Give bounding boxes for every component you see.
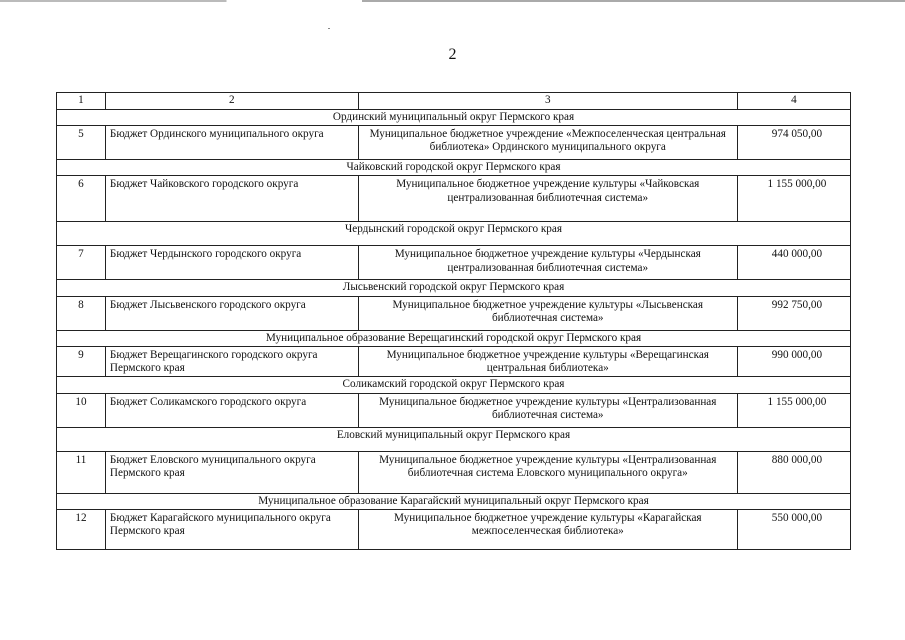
row-number: 8 xyxy=(57,296,106,330)
section-title: Лысьвенский городской округ Пермского края xyxy=(57,280,851,296)
table-row xyxy=(57,509,851,549)
header-cell: 2 xyxy=(105,93,358,110)
section-row xyxy=(57,427,851,451)
section-title: Еловский муниципальный округ Пермского края xyxy=(57,427,851,451)
section-title: Муниципальное образование Верещагинский городской округ Пермского края xyxy=(57,330,851,346)
budget-name: Бюджет Чайковского городского округа xyxy=(105,176,358,222)
amount: 550 000,00 xyxy=(737,509,850,549)
budget-name: Бюджет Ординского муниципального округа xyxy=(105,126,358,160)
header-cell: 3 xyxy=(358,93,737,110)
row-number: 10 xyxy=(57,393,106,427)
institution-name: Муниципальное бюджетное учреждение культуры «Централизованная библиотечная система» xyxy=(358,393,737,427)
amount: 974 050,00 xyxy=(737,126,850,160)
institution-name: Муниципальное бюджетное учреждение культуры «Карагайская межпоселенческая библиотека» xyxy=(358,509,737,549)
amount: 1 155 000,00 xyxy=(737,393,850,427)
table-row xyxy=(57,451,851,493)
section-title: Ординский муниципальный округ Пермского края xyxy=(57,110,851,126)
institution-name: Муниципальное бюджетное учреждение культуры «Верещагинская центральная библиотека» xyxy=(358,346,737,376)
section-row xyxy=(57,160,851,176)
section-row xyxy=(57,280,851,296)
section-row xyxy=(57,377,851,393)
table-row xyxy=(57,126,851,160)
amount: 440 000,00 xyxy=(737,246,850,280)
section-row xyxy=(57,110,851,126)
amount: 880 000,00 xyxy=(737,451,850,493)
amount: 992 750,00 xyxy=(737,296,850,330)
institution-name: Муниципальное бюджетное учреждение культуры «Чердынская централизованная библиотечная система» xyxy=(358,246,737,280)
budget-allocation-table xyxy=(56,92,851,550)
section-title: Муниципальное образование Карагайский муниципальный округ Пермского края xyxy=(57,493,851,509)
table-row xyxy=(57,346,851,376)
scan-speck xyxy=(328,28,330,29)
institution-name: Муниципальное бюджетное учреждение культуры «Чайковская централизованная библиотечная система» xyxy=(358,176,737,222)
row-number: 9 xyxy=(57,346,106,376)
section-title: Чайковский городской округ Пермского края xyxy=(57,160,851,176)
budget-name: Бюджет Соликамского городского округа xyxy=(105,393,358,427)
page-number: 2 xyxy=(448,46,457,63)
budget-name: Бюджет Верещагинского городского округа Пермского края xyxy=(105,346,358,376)
section-row xyxy=(57,493,851,509)
table-row xyxy=(57,296,851,330)
budget-name: Бюджет Лысьвенского городского округа xyxy=(105,296,358,330)
budget-name: Бюджет Еловского муниципального округа Пермского края xyxy=(105,451,358,493)
section-row xyxy=(57,330,851,346)
header-cell: 4 xyxy=(737,93,850,110)
section-row xyxy=(57,222,851,246)
header-cell: 1 xyxy=(57,93,106,110)
row-number: 6 xyxy=(57,176,106,222)
row-number: 5 xyxy=(57,126,106,160)
budget-name: Бюджет Чердынского городского округа xyxy=(105,246,358,280)
section-title: Соликамский городской округ Пермского края xyxy=(57,377,851,393)
institution-name: Муниципальное бюджетное учреждение культуры «Лысьвенская библиотечная система» xyxy=(358,296,737,330)
amount: 990 000,00 xyxy=(737,346,850,376)
section-title: Чердынский городской округ Пермского края xyxy=(57,222,851,246)
row-number: 7 xyxy=(57,246,106,280)
institution-name: Муниципальное бюджетное учреждение культуры «Централизованная библиотечная система Еловского муниципального округа» xyxy=(358,451,737,493)
row-number: 12 xyxy=(57,509,106,549)
table-header-row xyxy=(57,93,851,110)
table-row xyxy=(57,393,851,427)
scan-top-edge xyxy=(0,0,905,2)
table-row xyxy=(57,176,851,222)
row-number: 11 xyxy=(57,451,106,493)
table-row xyxy=(57,246,851,280)
institution-name: Муниципальное бюджетное учреждение «Межпоселенческая центральная библиотека» Ординского муниципального округа xyxy=(358,126,737,160)
budget-name: Бюджет Карагайского муниципального округа Пермского края xyxy=(105,509,358,549)
amount: 1 155 000,00 xyxy=(737,176,850,222)
